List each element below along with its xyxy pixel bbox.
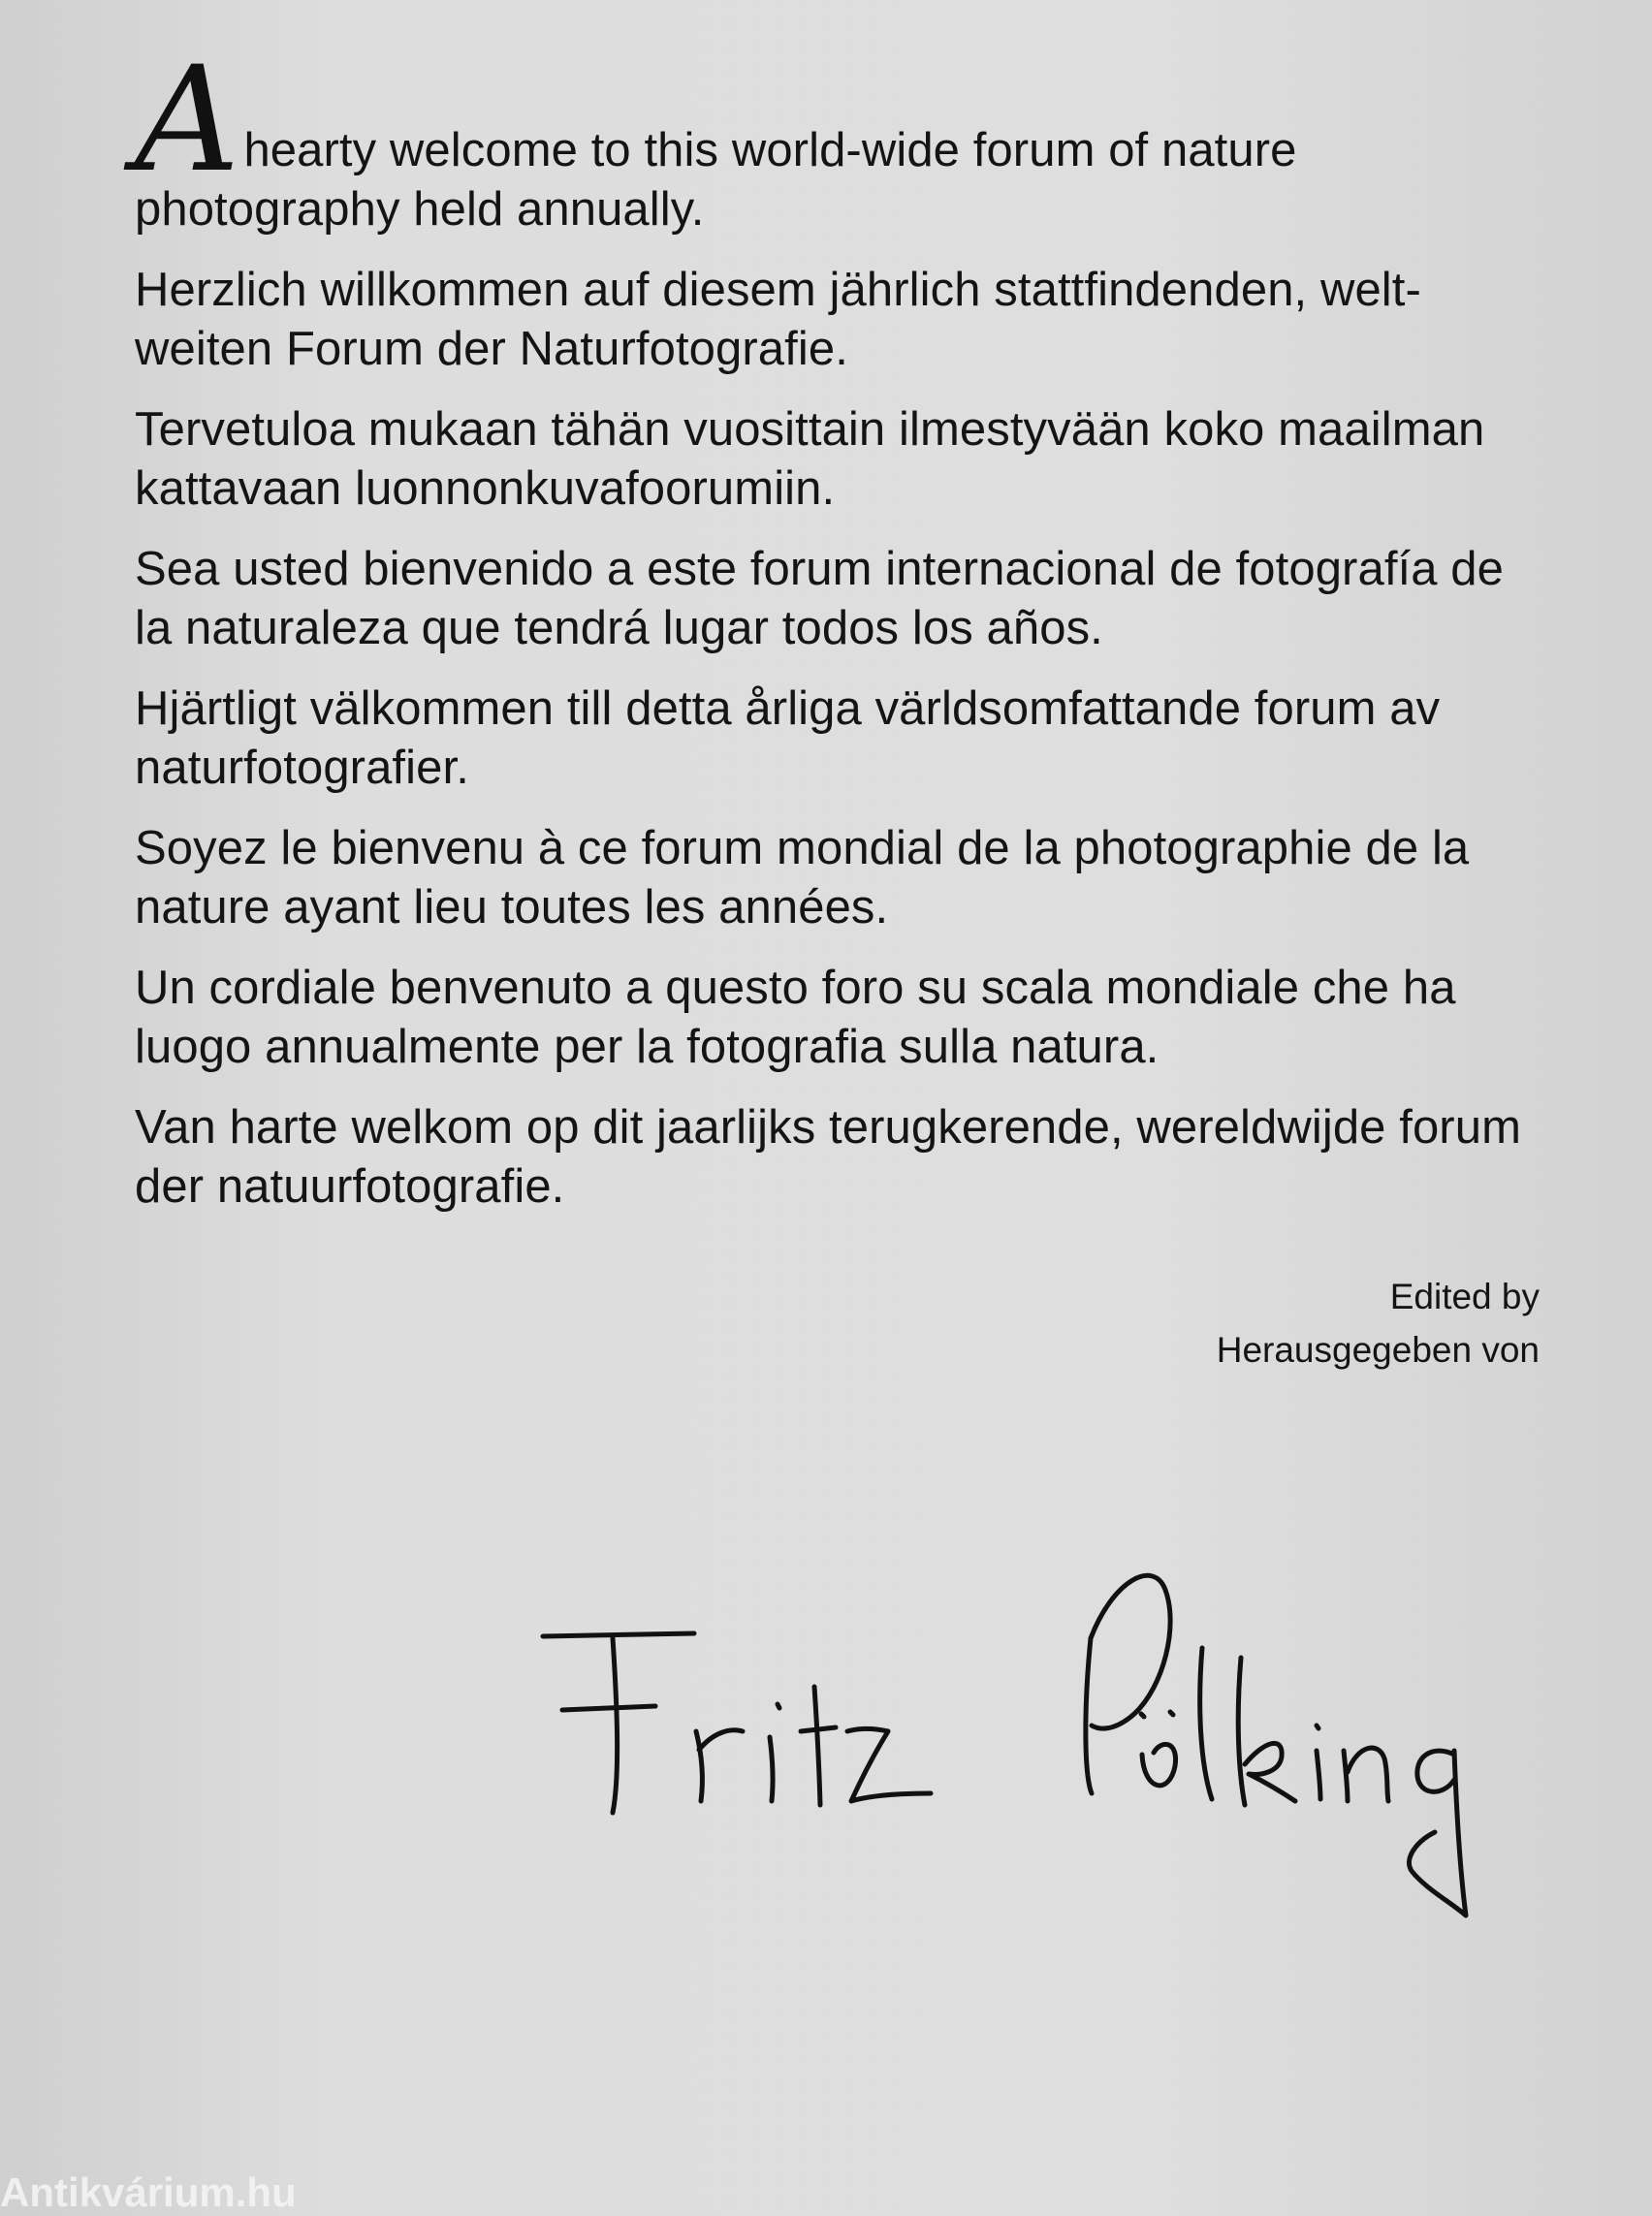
- welcome-paragraph-spanish: Sea usted bienvenido a este forum internacional de fotografía de la naturaleza que tendrá lugar todos los años.: [135, 543, 1505, 654]
- credit-line-german: Herausgegeben von: [1216, 1330, 1540, 1370]
- welcome-paragraph-italian: Un cordiale benvenuto a questo foro su scala mondiale che ha luogo annualmente per la fotografia sulla natura.: [135, 962, 1456, 1073]
- drop-cap-letter: A: [135, 36, 240, 205]
- welcome-text-column: [135, 36, 1550, 1238]
- editor-credit: [1217, 1270, 1540, 1377]
- welcome-paragraph-dutch: Van harte welkom op dit jaarlijks terugkerende, wereldwijde forum der natuurfotografie.: [135, 1101, 1521, 1213]
- watermark-text: Antikvárium.hu: [0, 2169, 297, 2215]
- credit-line-english: Edited by: [1389, 1277, 1540, 1316]
- welcome-paragraph-swedish: Hjärtligt välkommen till detta årliga världsomfattande forum av naturfotografier.: [135, 682, 1441, 794]
- welcome-text-english: hearty welcome to this world-wide forum of nature photography held annually.: [135, 124, 1297, 236]
- welcome-paragraph-finnish: Tervetuloa mukaan tähän vuosittain ilmestyvään koko maailman kattavaan luonnonkuvafoorumiin.: [135, 403, 1485, 515]
- handwritten-signature: [524, 1551, 1609, 1939]
- welcome-paragraph-english: [135, 36, 1550, 239]
- welcome-paragraph-french: Soyez le bienvenu à ce forum mondial de la photographie de la nature ayant lieu toutes les années.: [135, 822, 1470, 934]
- welcome-paragraph-german: Herzlich willkommen auf diesem jährlich stattfindenden, welt-weiten Forum der Naturfotografie.: [135, 264, 1421, 375]
